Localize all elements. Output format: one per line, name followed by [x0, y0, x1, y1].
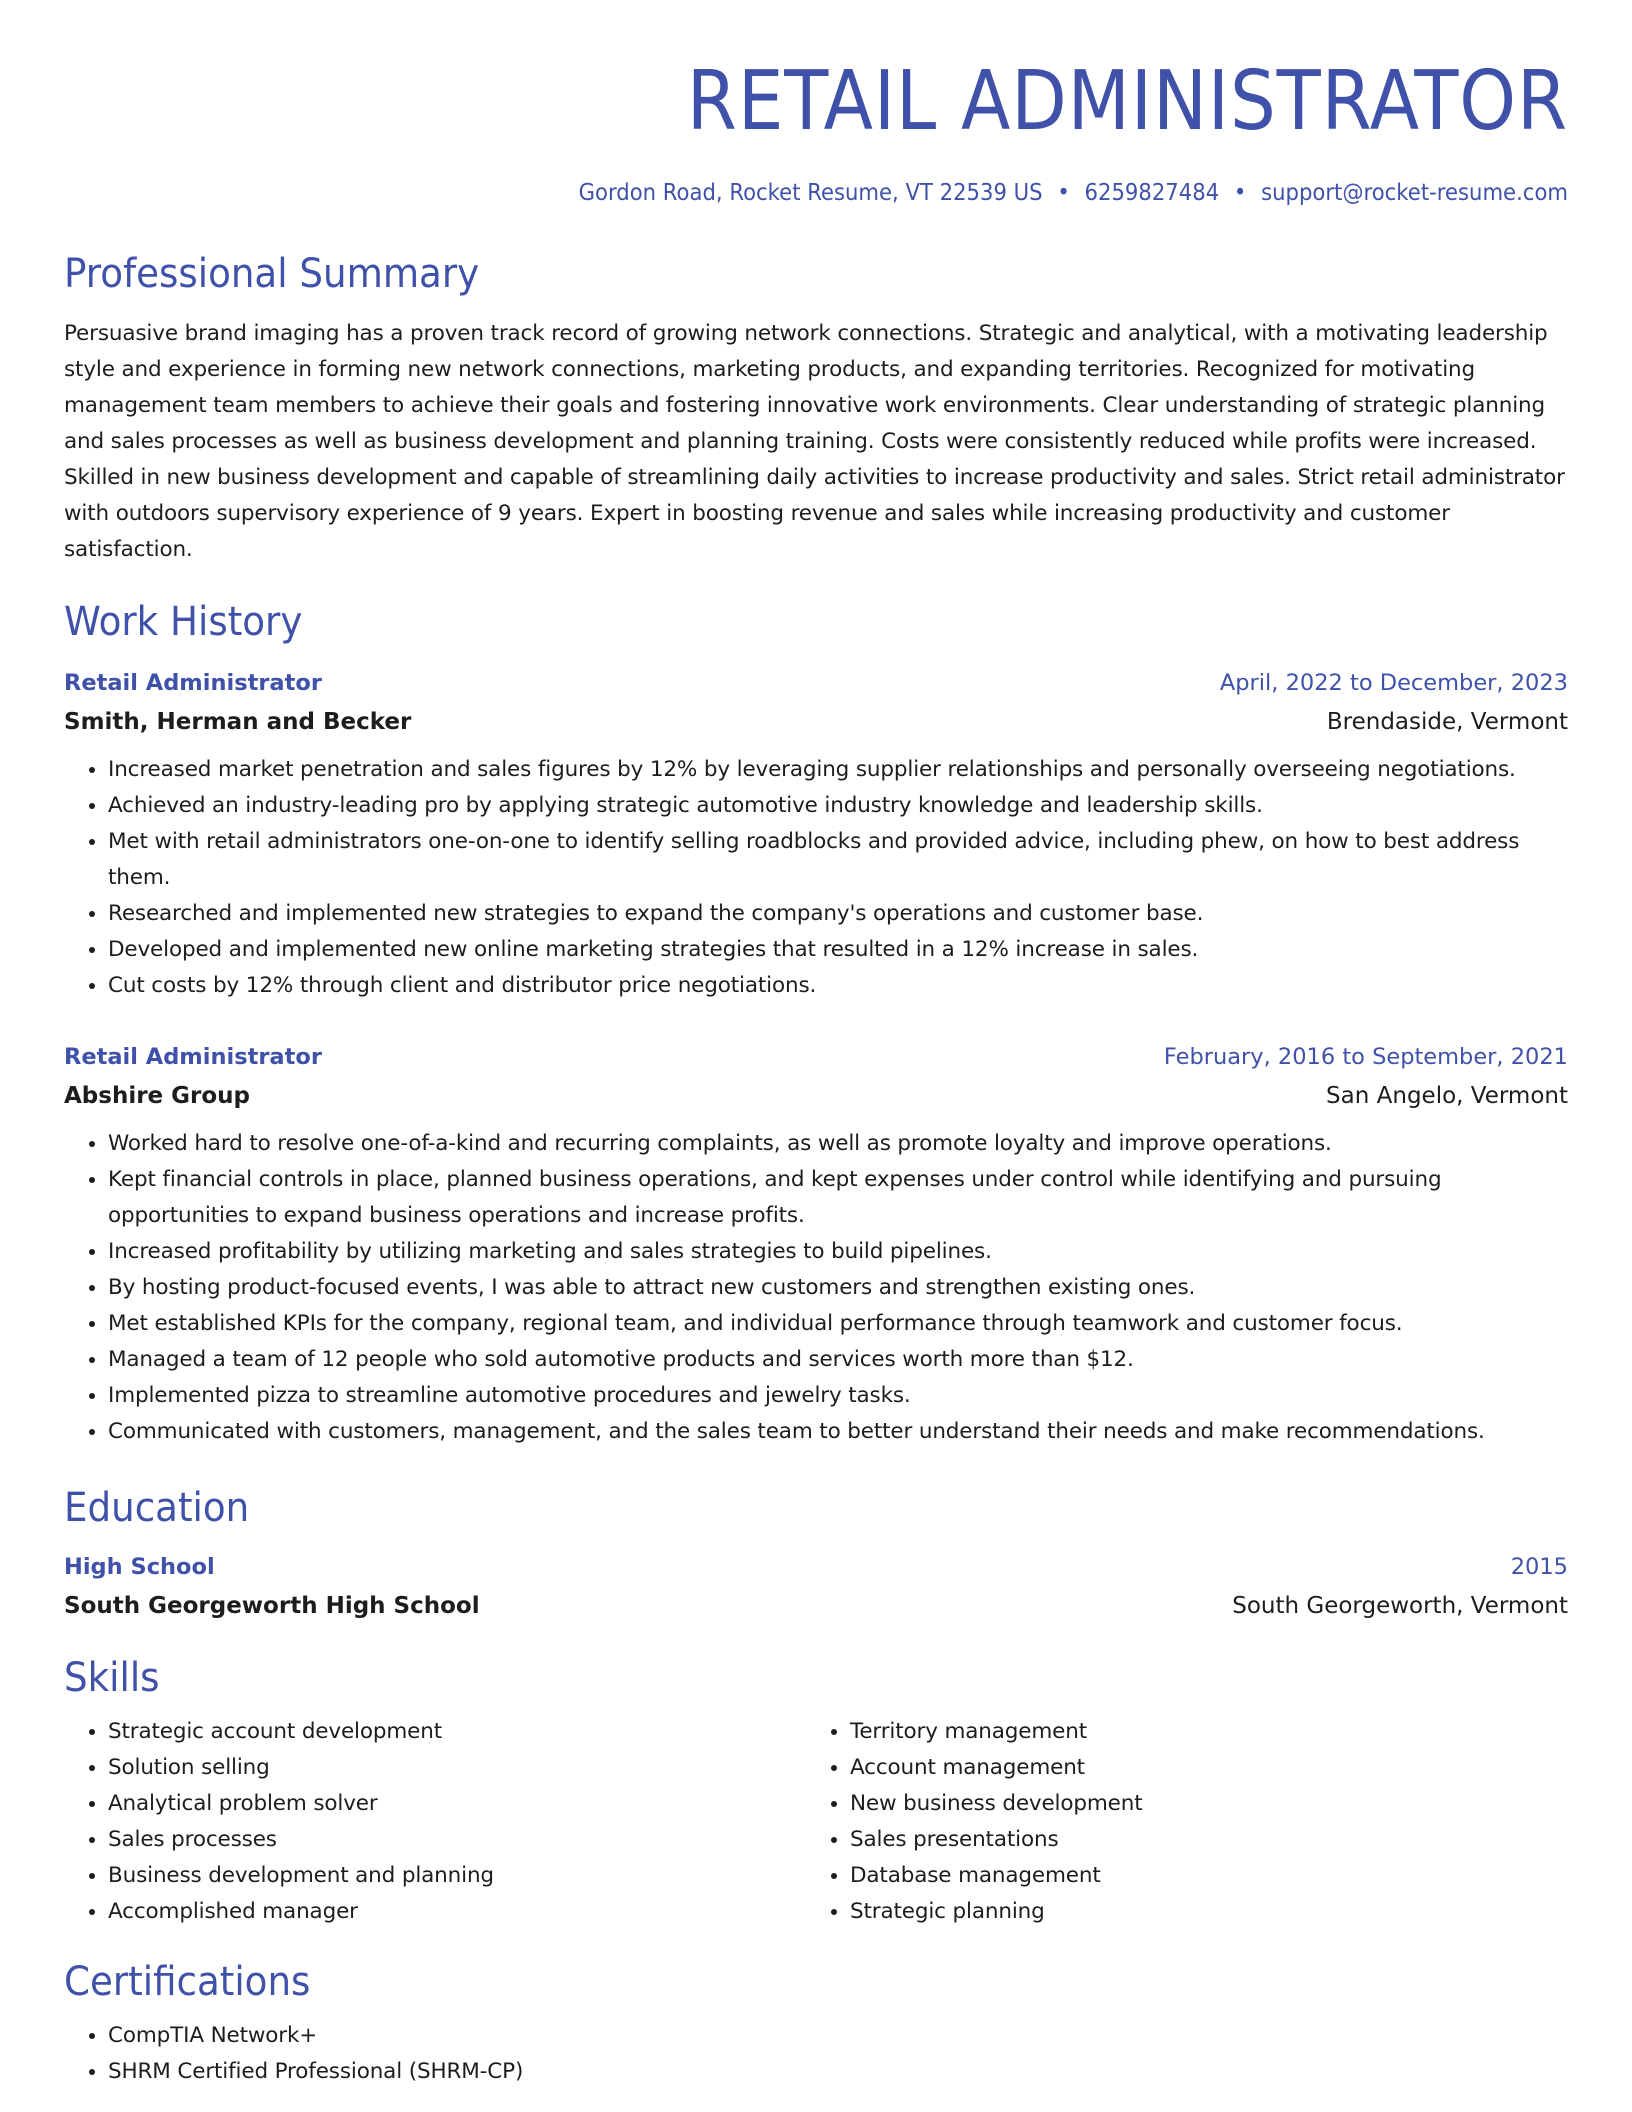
job-company: Smith, Herman and Becker — [64, 709, 412, 735]
contact-phone: 6259827484 — [1084, 180, 1220, 206]
skill-item: • Business development and planning — [108, 1858, 806, 1894]
work-history-heading: Work History — [64, 599, 303, 645]
certifications-heading: Certifications — [64, 1959, 311, 2005]
certification-item: • CompTIA Network+ — [108, 2018, 1568, 2054]
skill-item: • Analytical problem solver — [108, 1786, 806, 1822]
job-bullets — [64, 752, 1568, 1004]
skills-list — [64, 1714, 806, 1930]
job-dates: February, 2016 to September, 2021 — [1163, 1044, 1568, 1070]
contact-address: Gordon Road, Rocket Resume, VT 22539 US — [578, 180, 1043, 206]
job-dates: April, 2022 to December, 2023 — [1219, 670, 1568, 696]
job-bullet: • Met with retail administrators one-on-one to identify selling roadblocks and provided advice, including phew, on how to best address them. — [108, 824, 1568, 896]
skill-item: • Accomplished manager — [108, 1894, 806, 1930]
job-bullet: • Researched and implemented new strategies to expand the company's operations and customer base. — [108, 896, 1568, 932]
job-location: San Angelo, Vermont — [1326, 1083, 1568, 1109]
skills-column-left — [64, 1714, 806, 1930]
job-bullet: • Cut costs by 12% through client and distributor price negotiations. — [108, 968, 1568, 1004]
education-entry — [64, 1548, 1568, 1626]
job-bullet: • By hosting product-focused events, I was able to attract new customers and strengthen existing ones. — [108, 1270, 1568, 1306]
contact-separator: • — [1057, 180, 1070, 206]
contact-email[interactable]: support@rocket-resume.com — [1261, 180, 1568, 206]
job-entry — [64, 664, 1568, 1004]
job-bullet: • Met established KPIs for the company, regional team, and individual performance through teamwork and customer focus. — [108, 1306, 1568, 1342]
job-bullet: • Achieved an industry-leading pro by applying strategic automotive industry knowledge and leadership skills. — [108, 788, 1568, 824]
job-bullet: • Increased market penetration and sales figures by 12% by leveraging supplier relationships and personally overseeing negotiations. — [108, 752, 1568, 788]
skills-heading: Skills — [64, 1655, 160, 1701]
skills-grid — [64, 1714, 1568, 1930]
job-bullet: • Implemented pizza to streamline automotive procedures and jewelry tasks. — [108, 1378, 1568, 1414]
job-bullet: • Kept financial controls in place, planned business operations, and kept expenses under control while identifying and pursuing opportunities to expand business operations and increase profits. — [108, 1162, 1568, 1234]
summary-heading: Professional Summary — [64, 251, 480, 297]
job-entry — [64, 1038, 1568, 1450]
education-degree: High School — [64, 1554, 215, 1580]
job-bullet: • Worked hard to resolve one-of-a-kind and recurring complaints, as well as promote loyalty and improve operations. — [108, 1126, 1568, 1162]
resume-header — [64, 0, 1568, 208]
job-bullet: • Increased profitability by utilizing marketing and sales strategies to build pipelines. — [108, 1234, 1568, 1270]
job-title: Retail Administrator — [64, 670, 322, 696]
certifications-list — [64, 2018, 1568, 2090]
job-bullet: • Communicated with customers, management, and the sales team to better understand their needs and make recommendations. — [108, 1414, 1568, 1450]
resume-name: RETAIL ADMINISTRATOR — [686, 54, 1568, 149]
skill-item: • Sales presentations — [850, 1822, 1548, 1858]
education-location: South Georgeworth, Vermont — [1232, 1593, 1568, 1619]
skills-column-right — [806, 1714, 1548, 1930]
education-year: 2015 — [1510, 1554, 1568, 1580]
job-title: Retail Administrator — [64, 1044, 322, 1070]
job-bullet: • Managed a team of 12 people who sold automotive products and services worth more than $12. — [108, 1342, 1568, 1378]
certification-item: • SHRM Certified Professional (SHRM-CP) — [108, 2054, 1568, 2090]
skill-item: • Territory management — [850, 1714, 1548, 1750]
skill-item: • Strategic planning — [850, 1894, 1548, 1930]
education-heading: Education — [64, 1485, 250, 1531]
skill-item: • New business development — [850, 1786, 1548, 1822]
summary-text: Persuasive brand imaging has a proven track record of growing network connections. Strategic and analytical, with a motivating leadership style and experience in forming new network connections, marketing products, and expanding territories. Recognized for motivating management team members to achieve their goals and fostering innovative work environments. Clear understanding of strategic planning and sales processes as well as business development and planning training. Costs were consistently reduced while profits were increased. Skilled in new business development and capable of streamlining daily activities to increase productivity and sales. Strict retail administrator with outdoors supervisory experience of 9 years. Expert in boosting revenue and sales while increasing productivity and customer satisfaction. — [64, 321, 1565, 562]
education-school: South Georgeworth High School — [64, 1593, 480, 1619]
skill-item: • Database management — [850, 1858, 1548, 1894]
skill-item: • Sales processes — [108, 1822, 806, 1858]
skill-item: • Solution selling — [108, 1750, 806, 1786]
job-bullet: • Developed and implemented new online marketing strategies that resulted in a 12% increase in sales. — [108, 932, 1568, 968]
skill-item: • Strategic account development — [108, 1714, 806, 1750]
job-bullets — [64, 1126, 1568, 1450]
skills-list — [806, 1714, 1548, 1930]
contact-line — [184, 178, 1568, 208]
job-company: Abshire Group — [64, 1083, 251, 1109]
job-location: Brendaside, Vermont — [1326, 709, 1568, 735]
contact-separator: • — [1233, 180, 1247, 206]
skill-item: • Account management — [850, 1750, 1548, 1786]
